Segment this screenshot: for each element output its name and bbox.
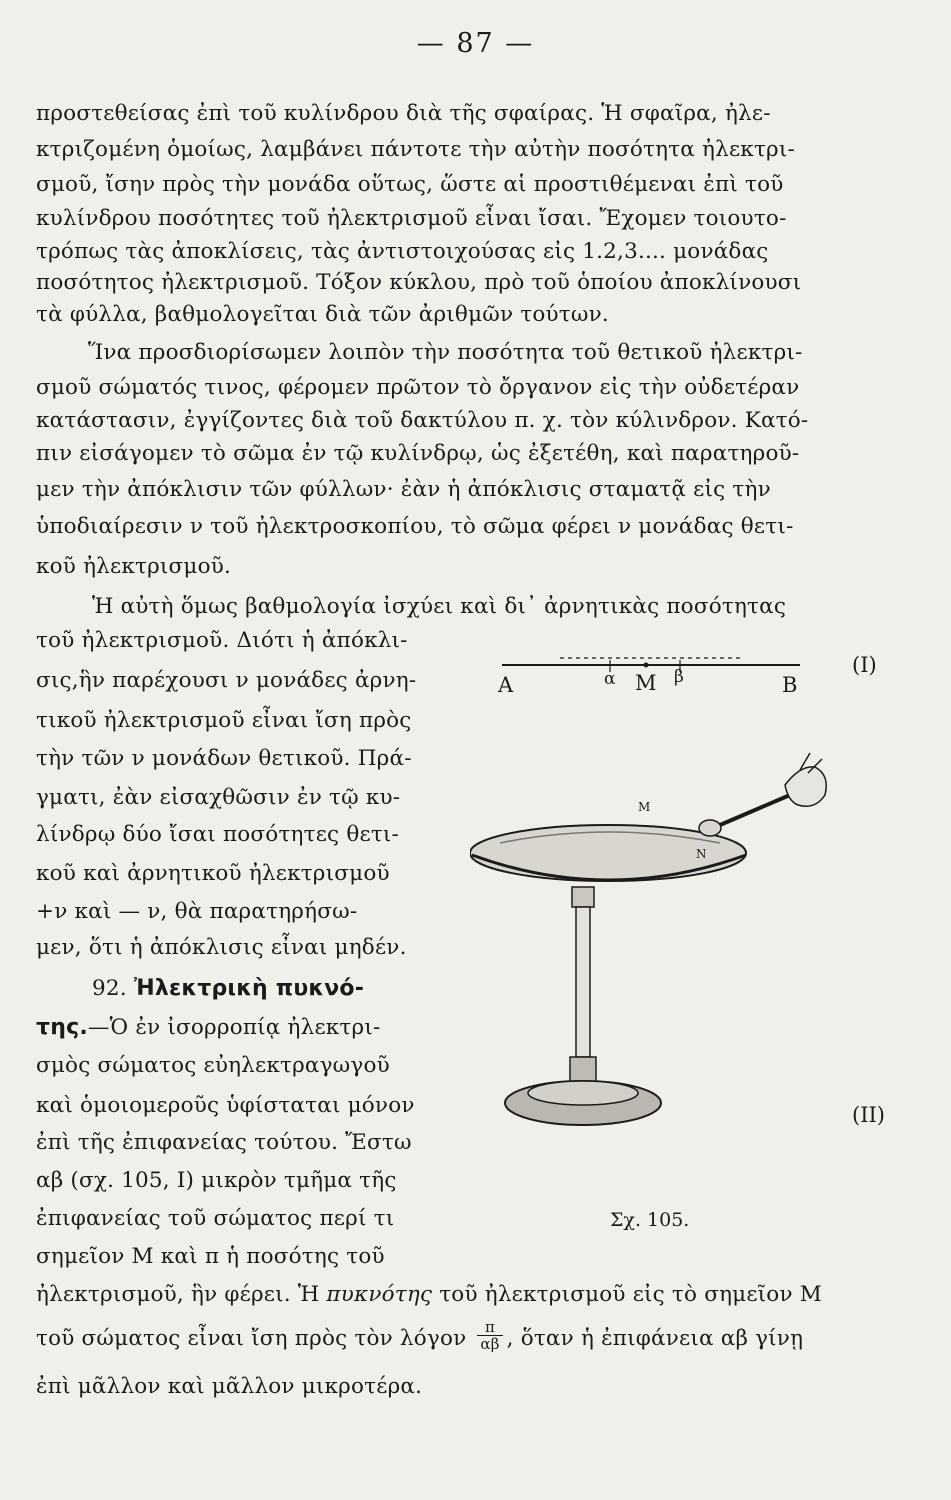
figure-105: [470, 625, 910, 1231]
text-line: κοῦ καὶ ἀρνητικοῦ ἠλεκτρισμοῦ: [36, 861, 390, 886]
stand-base-top: [528, 1081, 638, 1105]
glass-stem: [576, 907, 590, 1057]
label-b: B: [782, 673, 798, 697]
text-line: τικοῦ ἠλεκτρισμοῦ εἶναι ἴση πρὸς: [36, 708, 412, 733]
figure-drawing: [470, 625, 910, 1225]
text-line: ἐπὶ μᾶλλον καὶ μᾶλλον μικροτέρα.: [36, 1374, 423, 1399]
page-number: — 87 —: [416, 28, 535, 59]
fraction-denominator: αβ: [480, 1334, 500, 1353]
section-heading-continued: [36, 1011, 380, 1045]
label-beta: β: [674, 667, 684, 687]
label-figure-ii: (II): [852, 1103, 885, 1127]
text-line: κυλίνδρου ποσότητες τοῦ ἠλεκτρισμοῦ εἶναι ἴσαι. Ἔχομεν τοιουτο-: [36, 206, 787, 231]
hand-drawing: [785, 767, 826, 806]
text-line: τοῦ ἠλεκτρισμοῦ. Διότι ἡ ἀπόκλι-: [36, 628, 408, 653]
text-line: σις,ἣν παρέχουσι ν μονάδες ἀρνη-: [36, 668, 417, 693]
italic-term: πυκνότης: [326, 1282, 433, 1307]
label-alpha: α: [604, 669, 616, 689]
text-line: τὴν τῶν ν μονάδων θετικοῦ. Πρά-: [36, 746, 412, 771]
text-line: σμοῦ, ἴσην πρὸς τὴν μονάδα οὕτως, ὥστε αἱ προστιθέμεναι ἐπὶ τοῦ: [36, 172, 784, 197]
fraction-numerator: π: [477, 1319, 502, 1336]
text-line: λίνδρῳ δύο ἴσαι ποσότητες θετι-: [36, 822, 400, 847]
section-number: 92.: [92, 976, 127, 1001]
text-line: Ἵνα προσδιορίσωμεν λοιπὸν τὴν ποσότητα τοῦ θετικοῦ ἠλεκτρι-: [88, 340, 803, 365]
text-line: κατάστασιν, ἐγγίζοντες διὰ τοῦ δακτύλου π. χ. τὸν κύλινδρον. Κατό-: [36, 408, 809, 433]
text-line: μεν τὴν ἀπόκλισιν τῶν φύλλων· ἐὰν ἡ ἀπόκλισις σταματᾷ εἰς τὴν: [36, 477, 771, 502]
text-line: πιν εἰσάγομεν τὸ σῶμα ἐν τῷ κυλίνδρῳ, ὡς ἐξετέθη, καὶ παρατηροῦ-: [36, 441, 800, 466]
text-line: προστεθείσας ἐπὶ τοῦ κυλίνδρου διὰ τῆς σφαίρας. Ἡ σφαῖρα, ἠλε-: [36, 101, 771, 126]
text-line: [36, 1278, 822, 1312]
text-line: γματι, ἐὰν εἰσαχθῶσιν ἐν τῷ κυ-: [36, 785, 401, 810]
text-line: [36, 1317, 804, 1356]
label-n-small: N: [696, 847, 707, 861]
text-line: ποσότητος ἠλεκτρισμοῦ. Τόξον κύκλου, πρὸ τοῦ ὁποίου ἀποκλίνουσι: [36, 270, 802, 295]
text-line: μεν, ὅτι ἡ ἀπόκλισις εἶναι μηδέν.: [36, 935, 407, 960]
text-line: αβ (σχ. 105, Ι) μικρὸν τμῆμα τῆς: [36, 1168, 397, 1193]
label-m-small: M: [638, 800, 651, 814]
text-span: ἠλεκτρισμοῦ, ἣν φέρει. Ἡ: [36, 1282, 320, 1307]
proof-plane: [699, 820, 721, 836]
label-a: A: [498, 673, 514, 697]
section-title: Ἠλεκτρικὴ πυκνό-: [133, 976, 365, 1001]
text-line: σμὸς σώματος εὐηλεκτραγωγοῦ: [36, 1053, 390, 1078]
point-m: [644, 663, 649, 668]
text-line: κτριζομένη ὁμοίως, λαμβάνει πάντοτε τὴν αὐτὴν ποσότητα ἠλεκτρι-: [36, 137, 795, 162]
stem-collar: [572, 887, 594, 907]
text-span: —Ὁ ἐν ἰσορροπίᾳ ἠλεκτρι-: [87, 1015, 381, 1040]
text-line: ὑποδιαίρεσιν ν τοῦ ἠλεκτροσκοπίου, τὸ σῶμα φέρει ν μονάδας θετι-: [36, 514, 794, 539]
text-span: τοῦ σώματος εἶναι ἴση πρὸς τὸν λόγον: [36, 1326, 467, 1351]
text-line: τρόπως τὰς ἀποκλίσεις, τὰς ἀντιστοιχούσας εἰς 1.2,3.... μονάδας: [36, 239, 769, 264]
text-line: σημεῖον Μ καὶ π ἡ ποσότης τοῦ: [36, 1244, 385, 1269]
text-line: +ν καὶ — ν, θὰ παρατηρήσω-: [36, 899, 358, 924]
text-line: καὶ ὁμοιομεροῦς ὑφίσταται μόνον: [36, 1093, 415, 1118]
section-heading-line: [92, 972, 364, 1006]
figure-caption: Σχ. 105.: [610, 1209, 690, 1231]
text-span: τοῦ ἠλεκτρισμοῦ εἰς τὸ σημεῖον Μ: [439, 1282, 822, 1307]
text-line: Ἡ αὐτὴ ὅμως βαθμολογία ἰσχύει καὶ δι᾿ ἀρνητικὰς ποσότητας: [92, 594, 787, 619]
text-span: , ὅταν ἡ ἐπιφάνεια αβ γίνῃ: [506, 1326, 804, 1351]
fraction: [477, 1319, 502, 1352]
text-line: σμοῦ σώματός τινος, φέρομεν πρῶτον τὸ ὄργανον εἰς τὴν οὐδετέραν: [36, 375, 800, 400]
proof-plane-handle: [720, 795, 790, 825]
text-line: κοῦ ἠλεκτρισμοῦ.: [36, 554, 232, 579]
text-line: τὰ φύλλα, βαθμολογεῖται διὰ τῶν ἀριθμῶν τούτων.: [36, 302, 609, 327]
text-line: ἐπὶ τῆς ἐπιφανείας τούτου. Ἔστω: [36, 1130, 412, 1155]
label-m: M: [635, 671, 657, 695]
text-line: ἐπιφανείας τοῦ σώματος περί τι: [36, 1206, 395, 1231]
label-figure-i: (I): [852, 653, 877, 677]
section-title-end: της.: [36, 1015, 88, 1040]
